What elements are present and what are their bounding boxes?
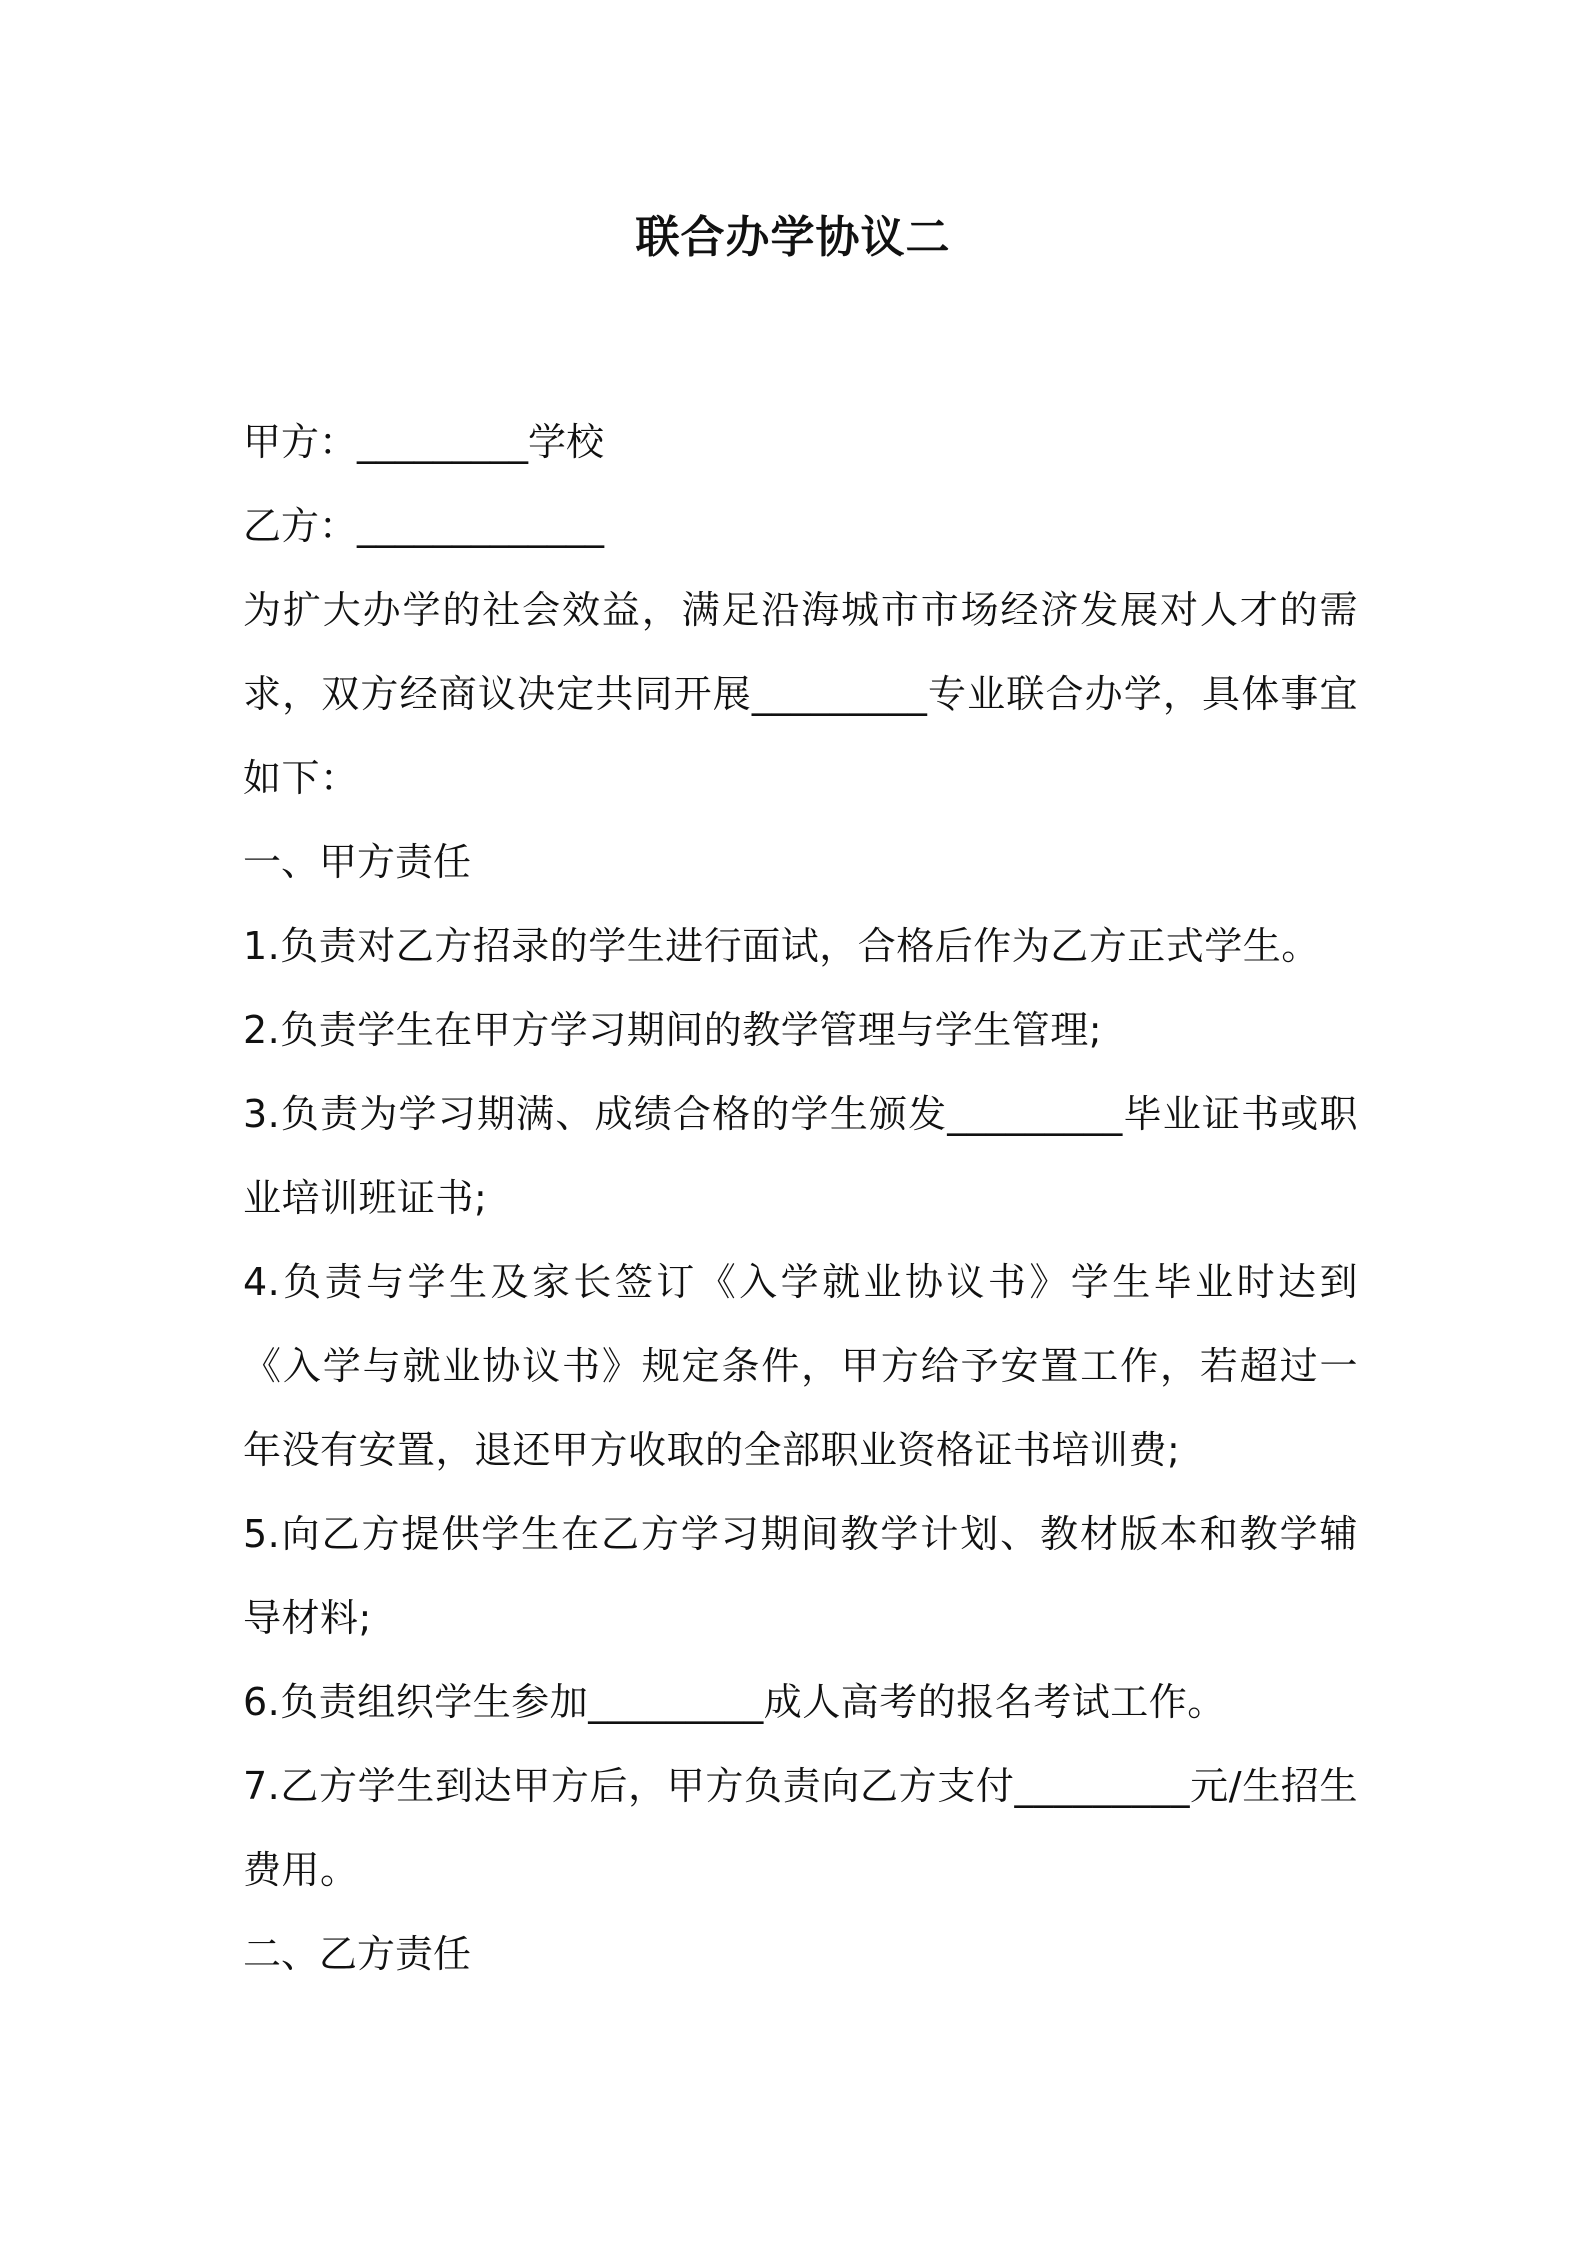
party-b-line: 乙方：_____________: [243, 504, 605, 548]
clause-item: 7.乙方学生到达甲方后，甲方负责向乙方支付_________元/生招生费用。: [243, 1764, 1358, 1892]
document-title: 联合办学协议二: [635, 212, 951, 263]
document-body: [243, 400, 1358, 1996]
clause-item: 1.负责对乙方招录的学生进行面试，合格后作为乙方正式学生。: [243, 924, 1320, 968]
clause-item: 5.向乙方提供学生在乙方学习期间教学计划、教材版本和教学辅导材料;: [243, 1512, 1358, 1640]
clause-item: 4.负责与学生及家长签订《入学就业协议书》学生毕业时达到《入学与就业协议书》规定条件，甲方给予安置工作，若超过一年没有安置，退还甲方收取的全部职业资格证书培训费;: [243, 1260, 1358, 1472]
intro-paragraph: 为扩大办学的社会效益，满足沿海城市市场经济发展对人才的需求，双方经商议决定共同开展_________专业联合办学，具体事宜如下：: [243, 588, 1358, 800]
clause-item: 3.负责为学习期满、成绩合格的学生颁发_________毕业证书或职业培训班证书;: [243, 1092, 1358, 1220]
clause-item: 2.负责学生在甲方学习期间的教学管理与学生管理;: [243, 1008, 1103, 1052]
clause-item: 6.负责组织学生参加_________成人高考的报名考试工作。: [243, 1680, 1226, 1724]
section-heading-party-b: 二、乙方责任: [243, 1932, 472, 1976]
section-heading-party-a: 一、甲方责任: [243, 840, 472, 884]
party-a-line: 甲方：_________学校: [243, 420, 605, 464]
